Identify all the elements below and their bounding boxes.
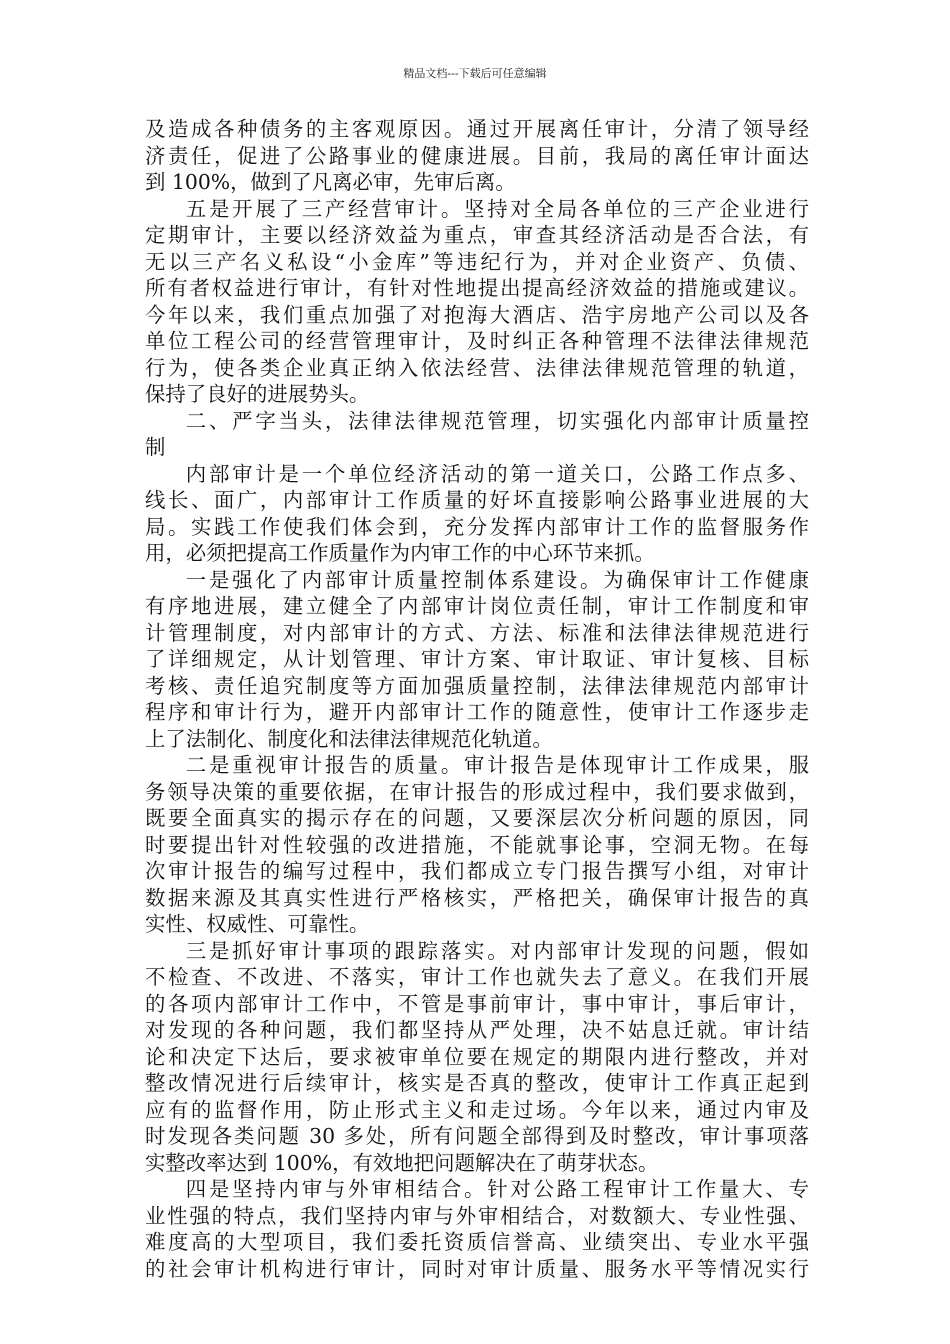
document-body: [145, 116, 809, 1282]
text-line: 实性、权威性、可靠性。: [145, 912, 370, 936]
text-line: 应有的监督作用，防止形式主义和走过场。今年以来，通过内审及: [145, 1097, 809, 1122]
paragraph: [145, 567, 809, 753]
text-line: 济责任，促进了公路事业的健康进展。目前，我局的离任审计面达: [145, 143, 809, 168]
text-line: 业性强的特点，我们坚持内审与外审相结合，对数额大、专业性强、: [145, 1203, 809, 1228]
text-line: 的各项内部审计工作中，不管是事前审计，事中审计，事后审计，: [145, 991, 809, 1016]
text-line: 三是抓好审计事项的跟踪落实。对内部审计发现的问题，假如: [185, 938, 809, 963]
text-line: 所有者权益进行审计，有针对性地提出提高经济效益的措施或建议。: [145, 276, 809, 300]
text-line: 用，必须把提高工作质量作为内审工作的中心环节来抓。: [145, 541, 655, 565]
text-line: 到 100%，做到了凡离必审，先审后离。: [145, 170, 516, 194]
paragraph: [145, 752, 809, 938]
text-line: 整改情况进行后续审计，核实是否真的整改，使审计工作真正起到: [145, 1071, 809, 1095]
text-line: 五是开展了三产经营审计。坚持对全局各单位的三产企业进行: [185, 196, 809, 221]
paragraph: [145, 461, 809, 567]
text-line: 行为，使各类企业真正纳入依法经营、法律法律规范管理的轨道，: [145, 355, 809, 380]
text-line: 及造成各种债务的主客观原因。通过开展离任审计，分清了领导经: [145, 117, 809, 141]
text-line: 既要全面真实的揭示存在的问题，又要深层次分析问题的原因，同: [145, 806, 809, 830]
text-line: 有序地进展，建立健全了内部审计岗位责任制，审计工作制度和审: [145, 594, 809, 618]
page-header: 精品文档---下载后可任意编辑: [403, 67, 547, 80]
text-line: 不检查、不改进、不落实，审计工作也就失去了意义。在我们开展: [145, 965, 809, 989]
text-line: 无以三产名义私设“小金库”等违纪行为，并对企业资产、负债、: [145, 249, 809, 274]
text-line: 考核、责任追究制度等方面加强质量控制，法律法律规范内部审计: [145, 673, 809, 698]
text-line: 内部审计是一个单位经济活动的第一道关口，公路工作点多、: [185, 461, 809, 486]
paragraph: [145, 938, 809, 1177]
text-line: 的社会审计机构进行审计，同时对审计质量、服务水平等情况实行: [145, 1256, 809, 1281]
text-line: 二是重视审计报告的质量。审计报告是体现审计工作成果，服: [185, 753, 809, 777]
paragraph: [145, 196, 809, 408]
text-line: 时要提出针对性较强的改进措施，不能就事论事，空洞无物。在每: [145, 832, 809, 857]
text-line: 保持了良好的进展势头。: [145, 382, 370, 406]
text-line: 制: [145, 435, 166, 459]
text-line: 时发现各类问题 30 多处，所有问题全部得到及时整改，审计事项落: [145, 1124, 809, 1148]
paragraph: [145, 408, 809, 461]
text-line: 难度高的大型项目，我们委托资质信誉高、业绩突出、专业水平强: [145, 1230, 809, 1254]
text-line: 数据来源及其真实性进行严格核实，严格把关，确保审计报告的真: [145, 885, 809, 910]
text-line: 上了法制化、制度化和法律法律规范化轨道。: [145, 726, 553, 751]
text-line: 二、严字当头，法律法律规范管理，切实强化内部审计质量控: [185, 408, 809, 433]
text-line: 程序和审计行为，避开内部审计工作的随意性，使审计工作逐步走: [145, 700, 809, 724]
text-line: 论和决定下达后，要求被审单位要在规定的期限内进行整改，并对: [145, 1044, 809, 1069]
text-line: 实整改率达到 100%，有效地把问题解决在了萌芽状态。: [145, 1150, 659, 1175]
text-line: 务领导决策的重要依据，在审计报告的形成过程中，我们要求做到，: [145, 779, 809, 804]
text-line: 局。实践工作使我们体会到，充分发挥内部审计工作的监督服务作: [145, 514, 809, 539]
text-line: 对发现的各种问题，我们都坚持从严处理，决不姑息迁就。审计结: [145, 1018, 809, 1042]
paragraph: [145, 1176, 809, 1282]
text-line: 计管理制度，对内部审计的方式、方法、标准和法律法律规范进行: [145, 620, 809, 645]
text-line: 线长、面广，内部审计工作质量的好坏直接影响公路事业进展的大: [145, 488, 809, 512]
text-line: 四是坚持内审与外审相结合。针对公路工程审计工作量大、专: [185, 1177, 809, 1201]
text-line: 了详细规定，从计划管理、审计方案、审计取证、审计复核、目标: [145, 647, 809, 671]
text-line: 次审计报告的编写过程中，我们都成立专门报告撰写小组，对审计: [145, 859, 809, 883]
paragraph: [145, 116, 809, 196]
text-line: 定期审计，主要以经济效益为重点，审查其经济活动是否合法，有: [145, 223, 809, 247]
text-line: 一是强化了内部审计质量控制体系建设。为确保审计工作健康: [185, 567, 809, 592]
text-line: 单位工程公司的经营管理审计，及时纠正各种管理不法律法律规范: [145, 329, 809, 353]
text-line: 今年以来，我们重点加强了对抱海大酒店、浩宇房地产公司以及各: [145, 302, 809, 327]
